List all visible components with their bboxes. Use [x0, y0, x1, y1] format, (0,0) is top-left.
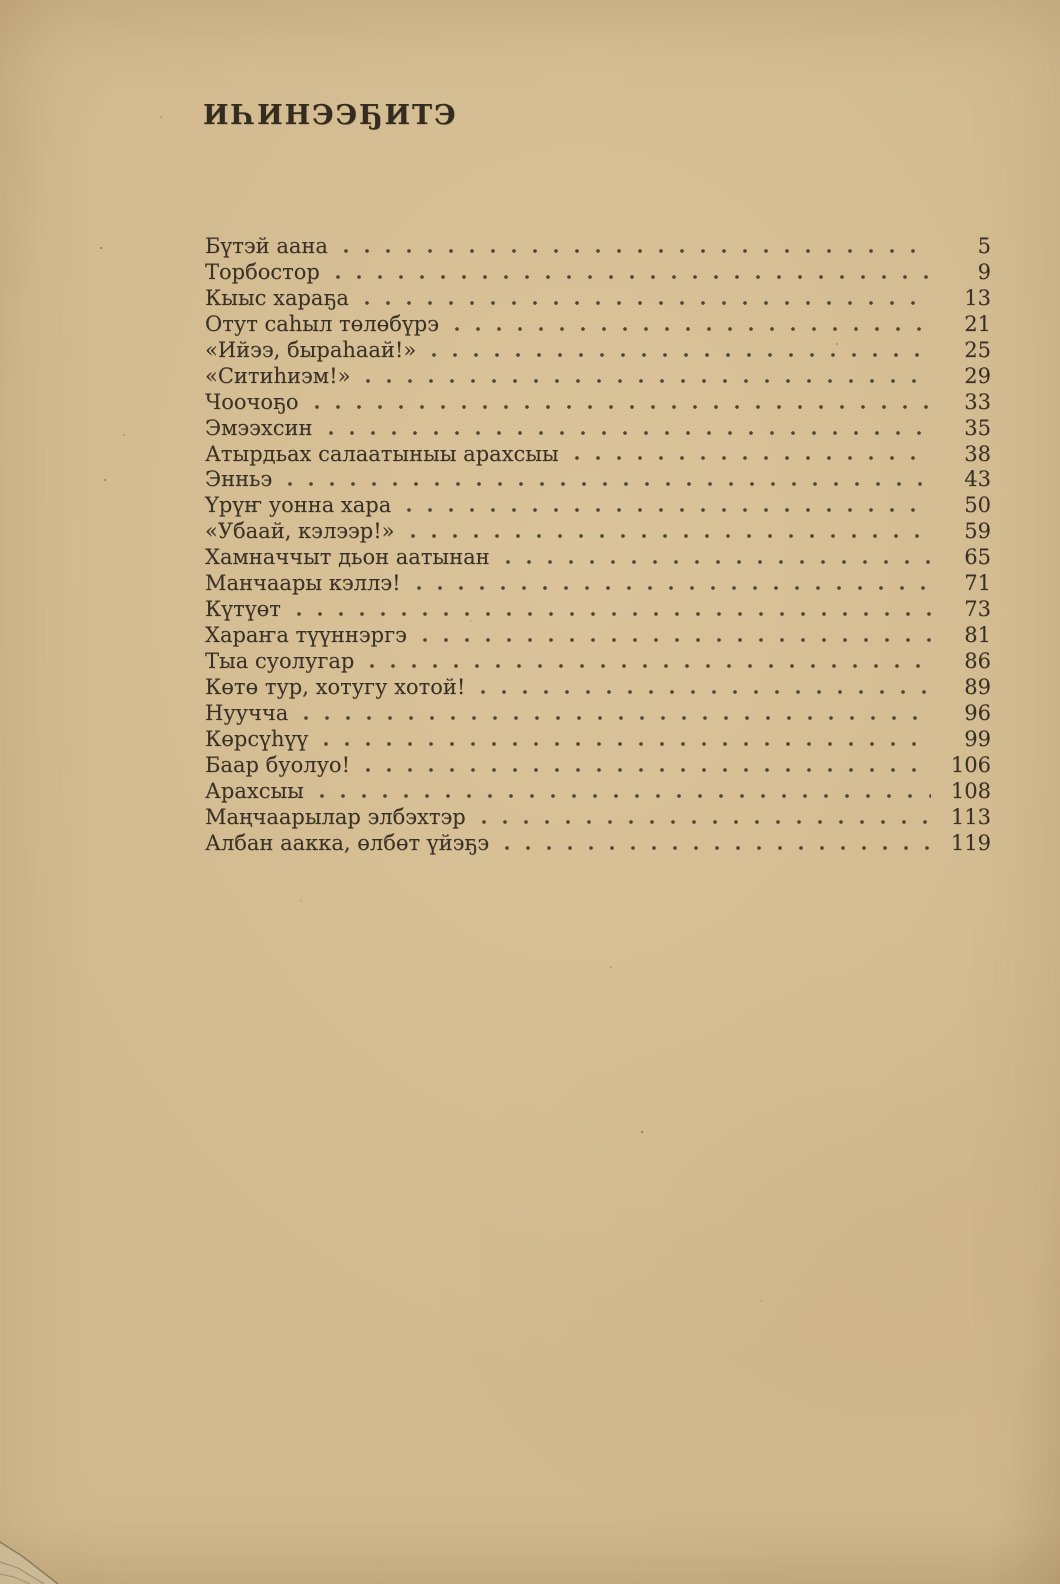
toc-entry-page: 99 [964, 726, 991, 751]
toc-entry-title: Хараҥа түүннэргэ [205, 623, 407, 648]
toc-entry-page: 65 [964, 545, 991, 570]
toc-entry-title: Тыа суолугар [205, 649, 355, 673]
toc-entry-page: 33 [964, 389, 991, 414]
toc-entry-page: 21 [964, 311, 991, 336]
toc-entry [205, 571, 991, 597]
dot-leader [366, 379, 931, 383]
dot-leader [506, 560, 931, 564]
paper-specks [0, 0, 2, 2]
dot-leader [455, 327, 931, 331]
toc-entry-title: Маңчаарылар элбэхтэр [205, 804, 466, 829]
toc-entry-page: 13 [964, 285, 991, 310]
dot-leader [297, 612, 931, 616]
toc-entry-page: 96 [964, 700, 991, 725]
toc-entry [205, 260, 991, 286]
toc-entry [205, 623, 991, 649]
dot-leader [288, 482, 931, 486]
toc-entry [205, 831, 991, 857]
table-of-contents [205, 234, 991, 857]
dot-leader [304, 716, 931, 720]
toc-entry-title: Хамначчыт дьон аатынан [205, 545, 490, 570]
toc-entry [205, 286, 991, 312]
toc-entry-page: 71 [964, 571, 991, 596]
dot-leader [365, 301, 931, 305]
toc-entry-page: 38 [964, 441, 991, 466]
toc-entry-title: Чоочоҕо [205, 389, 299, 414]
toc-entry-page: 106 [950, 752, 991, 777]
dot-leader [575, 456, 931, 460]
toc-entry-page: 73 [964, 597, 991, 622]
dot-leader [336, 275, 931, 279]
dot-leader [432, 353, 931, 357]
dot-leader [324, 742, 931, 746]
toc-entry-page: 50 [964, 493, 991, 518]
dot-leader [320, 794, 931, 798]
toc-entry-page: 29 [964, 363, 991, 388]
dot-leader [482, 820, 931, 824]
toc-entry-page: 43 [964, 467, 991, 492]
toc-entry-title: Торбостор [205, 259, 320, 284]
toc-entry-page: 5 [977, 234, 991, 258]
toc-entry-title: Атырдьах салаатыныы арахсыы [205, 441, 559, 466]
toc-entry-title: Энньэ [205, 467, 273, 492]
toc-entry-title: Көрсүһүү [205, 726, 309, 751]
toc-entry [205, 675, 991, 701]
toc-entry [205, 649, 991, 675]
dot-leader [411, 534, 931, 538]
toc-entry-title: Үрүҥ уонна хара [205, 493, 392, 518]
toc-entry [205, 234, 991, 260]
toc-entry [205, 727, 991, 753]
toc-entry-page: 81 [964, 623, 991, 648]
toc-entry-title: Күтүөт [205, 597, 281, 622]
toc-entry-page: 35 [964, 415, 991, 440]
toc-entry [205, 467, 991, 493]
toc-entry [205, 597, 991, 623]
toc-entry-title: «Ийээ, быраһаай!» [205, 337, 417, 362]
toc-entry-page: 86 [964, 649, 991, 673]
toc-entry-page: 9 [977, 259, 991, 284]
toc-entry [205, 493, 991, 519]
dot-leader [481, 690, 931, 694]
toc-entry-title: Нуучча [205, 700, 289, 725]
toc-entry [205, 338, 991, 364]
toc-entry-title: «Убаай, кэлээр!» [205, 519, 395, 544]
toc-entry [205, 312, 991, 338]
dot-leader [315, 405, 931, 409]
contents-title: ИҺИНЭЭҔИТЭ [203, 100, 458, 131]
toc-entry-title: Эмээхсин [205, 415, 313, 440]
toc-entry [205, 753, 991, 779]
toc-entry [205, 545, 991, 571]
toc-entry [205, 416, 991, 442]
toc-entry-title: Манчаары кэллэ! [205, 571, 401, 596]
toc-entry [205, 779, 991, 805]
toc-entry-title: Бүтэй аана [205, 234, 328, 258]
toc-entry-page: 108 [950, 778, 991, 803]
toc-entry-title: Баар буолуо! [205, 752, 351, 777]
toc-entry-page: 113 [950, 804, 991, 829]
toc-entry [205, 701, 991, 727]
toc-entry-page: 119 [950, 830, 991, 855]
toc-entry-page: 89 [964, 674, 991, 699]
dot-leader [366, 768, 931, 772]
toc-entry [205, 364, 991, 390]
dot-leader [417, 586, 931, 590]
dot-leader [505, 846, 931, 850]
toc-entry [205, 442, 991, 468]
toc-entry [205, 805, 991, 831]
toc-entry [205, 390, 991, 416]
toc-entry-page: 25 [964, 337, 991, 362]
toc-entry-title: Албан аакка, өлбөт үйэҕэ [205, 830, 490, 855]
toc-entry-title: «Ситиһиэм!» [205, 363, 351, 388]
page-corner-fold [0, 1522, 70, 1584]
toc-entry-title: Арахсыы [205, 778, 304, 803]
toc-entry-title: Көтө тур, хотугу хотой! [205, 674, 466, 699]
toc-entry-title: Отут саһыл төлөбүрэ [205, 311, 439, 336]
dot-leader [370, 664, 931, 668]
dot-leader [423, 638, 931, 642]
toc-entry-page: 59 [964, 519, 991, 544]
toc-entry [205, 519, 991, 545]
toc-entry-title: Кыыс хараҕа [205, 285, 349, 310]
dot-leader [407, 508, 931, 512]
dot-leader [344, 249, 931, 253]
dot-leader [329, 431, 931, 435]
